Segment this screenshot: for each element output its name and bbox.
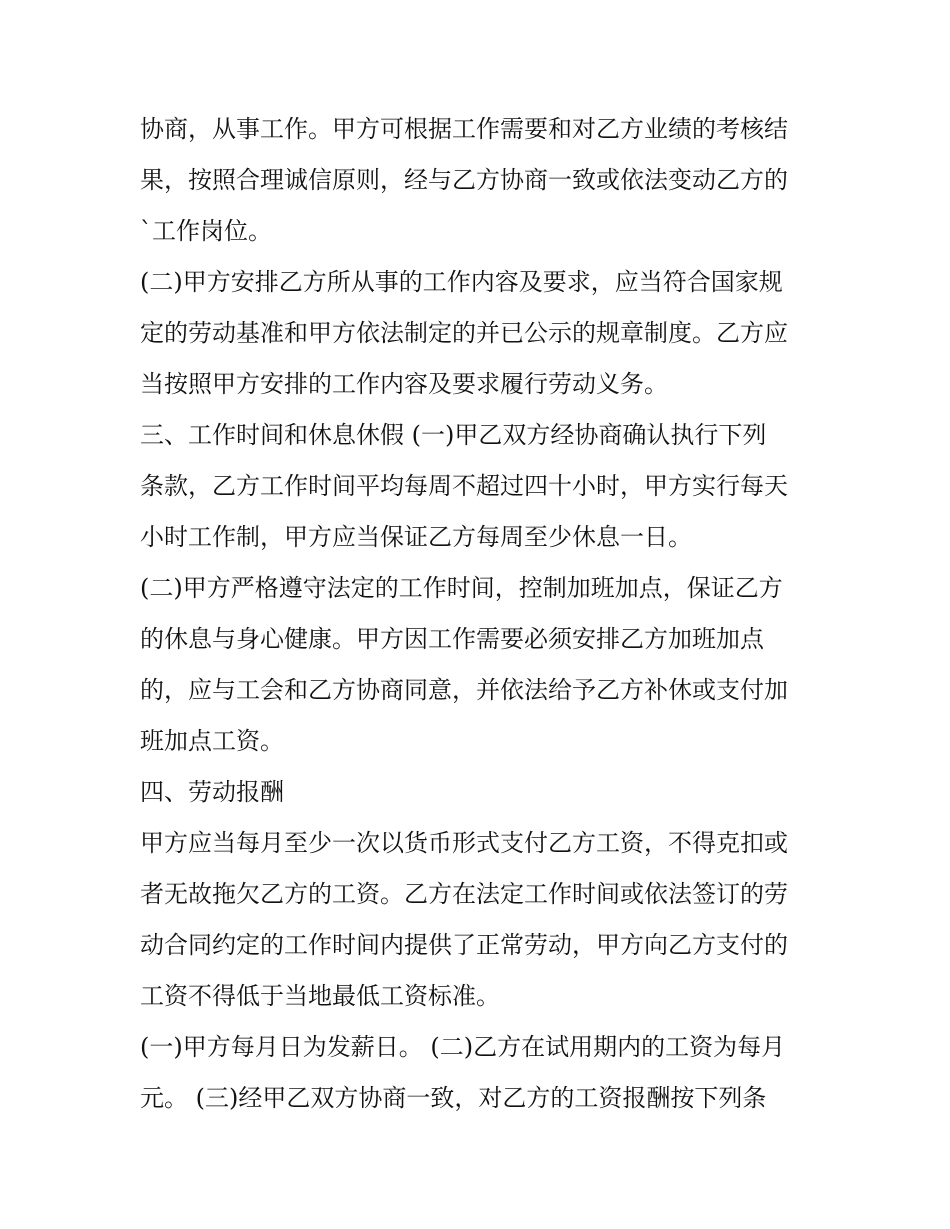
- text-line: 工资不得低于当地最低工资标准。: [140, 982, 500, 1010]
- text-line: `工作岗位。: [140, 217, 272, 245]
- text-line: 班加点工资。: [140, 727, 284, 755]
- text-line: 当按照甲方安排的工作内容及要求履行劳动义务。: [140, 370, 668, 398]
- text-line: (二)甲方安排乙方所从事的工作内容及要求，应当符合国家规: [140, 268, 783, 296]
- text-line: 动合同约定的工作时间内提供了正常劳动，甲方向乙方支付的: [140, 931, 788, 959]
- text-line: 小时工作制，甲方应当保证乙方每周至少休息一日。: [140, 523, 692, 551]
- text-line: 条款，乙方工作时间平均每周不超过四十小时，甲方实行每天: [140, 472, 788, 500]
- text-line: 的休息与身心健康。甲方因工作需要必须安排乙方加班加点: [140, 625, 764, 653]
- text-line: 的，应与工会和乙方协商同意，并依法给予乙方补休或支付加: [140, 676, 788, 704]
- text-line: 者无故拖欠乙方的工资。乙方在法定工作时间或依法签订的劳: [140, 880, 788, 908]
- text-line: 协商，从事工作。甲方可根据工作需要和对乙方业绩的考核结: [140, 115, 788, 143]
- section-heading-line: 三、工作时间和休息休假 (一)甲乙双方经协商确认执行下列: [140, 421, 767, 449]
- section-heading: 四、劳动报酬: [140, 778, 284, 806]
- text-line: (二)甲方严格遵守法定的工作时间，控制加班加点，保证乙方: [140, 574, 783, 602]
- text-line: 定的劳动基准和甲方依法制定的并已公示的规章制度。乙方应: [140, 319, 788, 347]
- text-line: 元。 (三)经甲乙双方协商一致，对乙方的工资报酬按下列条: [140, 1084, 767, 1112]
- text-line: (一)甲方每月日为发薪日。 (二)乙方在试用期内的工资为每月: [140, 1033, 786, 1061]
- text-line: 果，按照合理诚信原则，经与乙方协商一致或依法变动乙方的: [140, 166, 788, 194]
- text-line: 甲方应当每月至少一次以货币形式支付乙方工资，不得克扣或: [140, 829, 788, 857]
- document-body: [140, 104, 820, 1124]
